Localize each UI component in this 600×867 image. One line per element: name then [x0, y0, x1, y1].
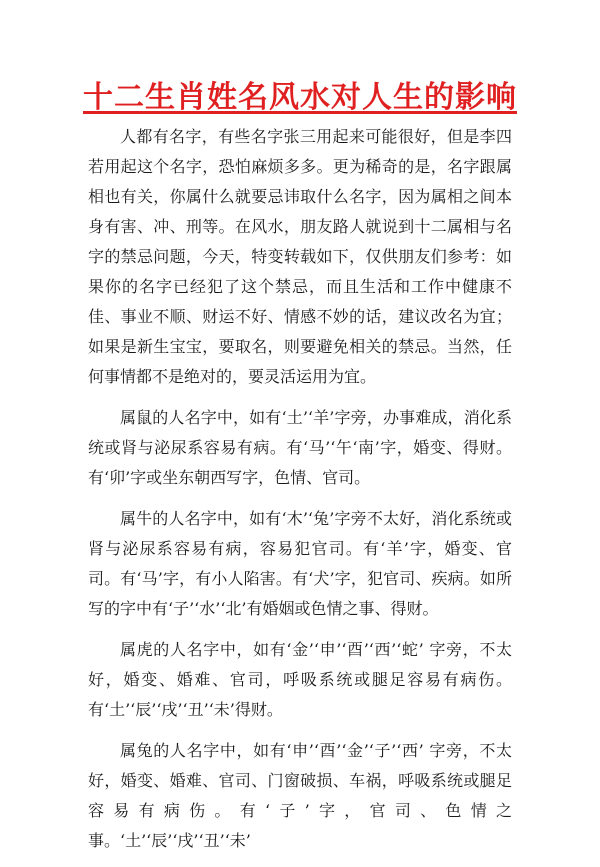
ox-paragraph: 属牛的人名字中，如有‘木’‘兔’字旁不太好，消化系统或肾与泌尿系容易有病，容易犯官司。有‘羊’字，婚变、官司。有‘马’字，有小人陷害。有‘犬’字，犯官司、疾病。如所写的字中有‘子’‘水’‘北’有婚姻或色情之事、得财。: [88, 509, 512, 618]
document-body: [88, 122, 512, 867]
intro-paragraph: 人都有名字，有些名字张三用起来可能很好，但是李四若用起这个名字，恐怕麻烦多多。更为稀奇的是，名字跟属相也有关，你属什么就要忌讳取什么名字，因为属相之间本身有害、冲、刑等。在风水，朋友路人就说到十二属相与名字的禁忌问题，今天，特变转载如下，仅供朋友们参考：如果你的名字已经犯了这个禁忌，而且生活和工作中健康不佳、事业不顺、财运不好、情感不妙的话，建议改名为宜；如果是新生宝宝，要取名，则要避免相关的禁忌。当然，任何事情都不是绝对的，要灵活运用为宜。: [88, 127, 512, 386]
rabbit-paragraph: 属兔的人名字中，如有‘申’‘酉’‘金’‘子’‘西’ 字旁，不太好，婚变、婚难、官司、门窗破损、车祸，呼吸系统或腿足容易有病伤。有‘子’字，官司、色情之事。‘土’‘辰’‘戌’‘丑’‘未’: [88, 741, 512, 850]
rat-paragraph: 属鼠的人名字中，如有‘土’‘羊’字旁，办事难成，消化系统或肾与泌尿系容易有病。有‘马’‘午‘南’字，婚变、得财。有‘卯’字或坐东朝西写字，色情、官司。: [88, 408, 512, 487]
document-title: 十二生肖姓名风水对人生的影响: [83, 80, 517, 115]
tiger-paragraph: 属虎的人名字中，如有‘金’‘申’‘酉’‘西’‘蛇’ 字旁，不太好，婚变、婚难、官司，呼吸系统或腿足容易有病伤。有‘土’‘辰’‘戌’‘丑’‘未’得财。: [88, 640, 512, 719]
